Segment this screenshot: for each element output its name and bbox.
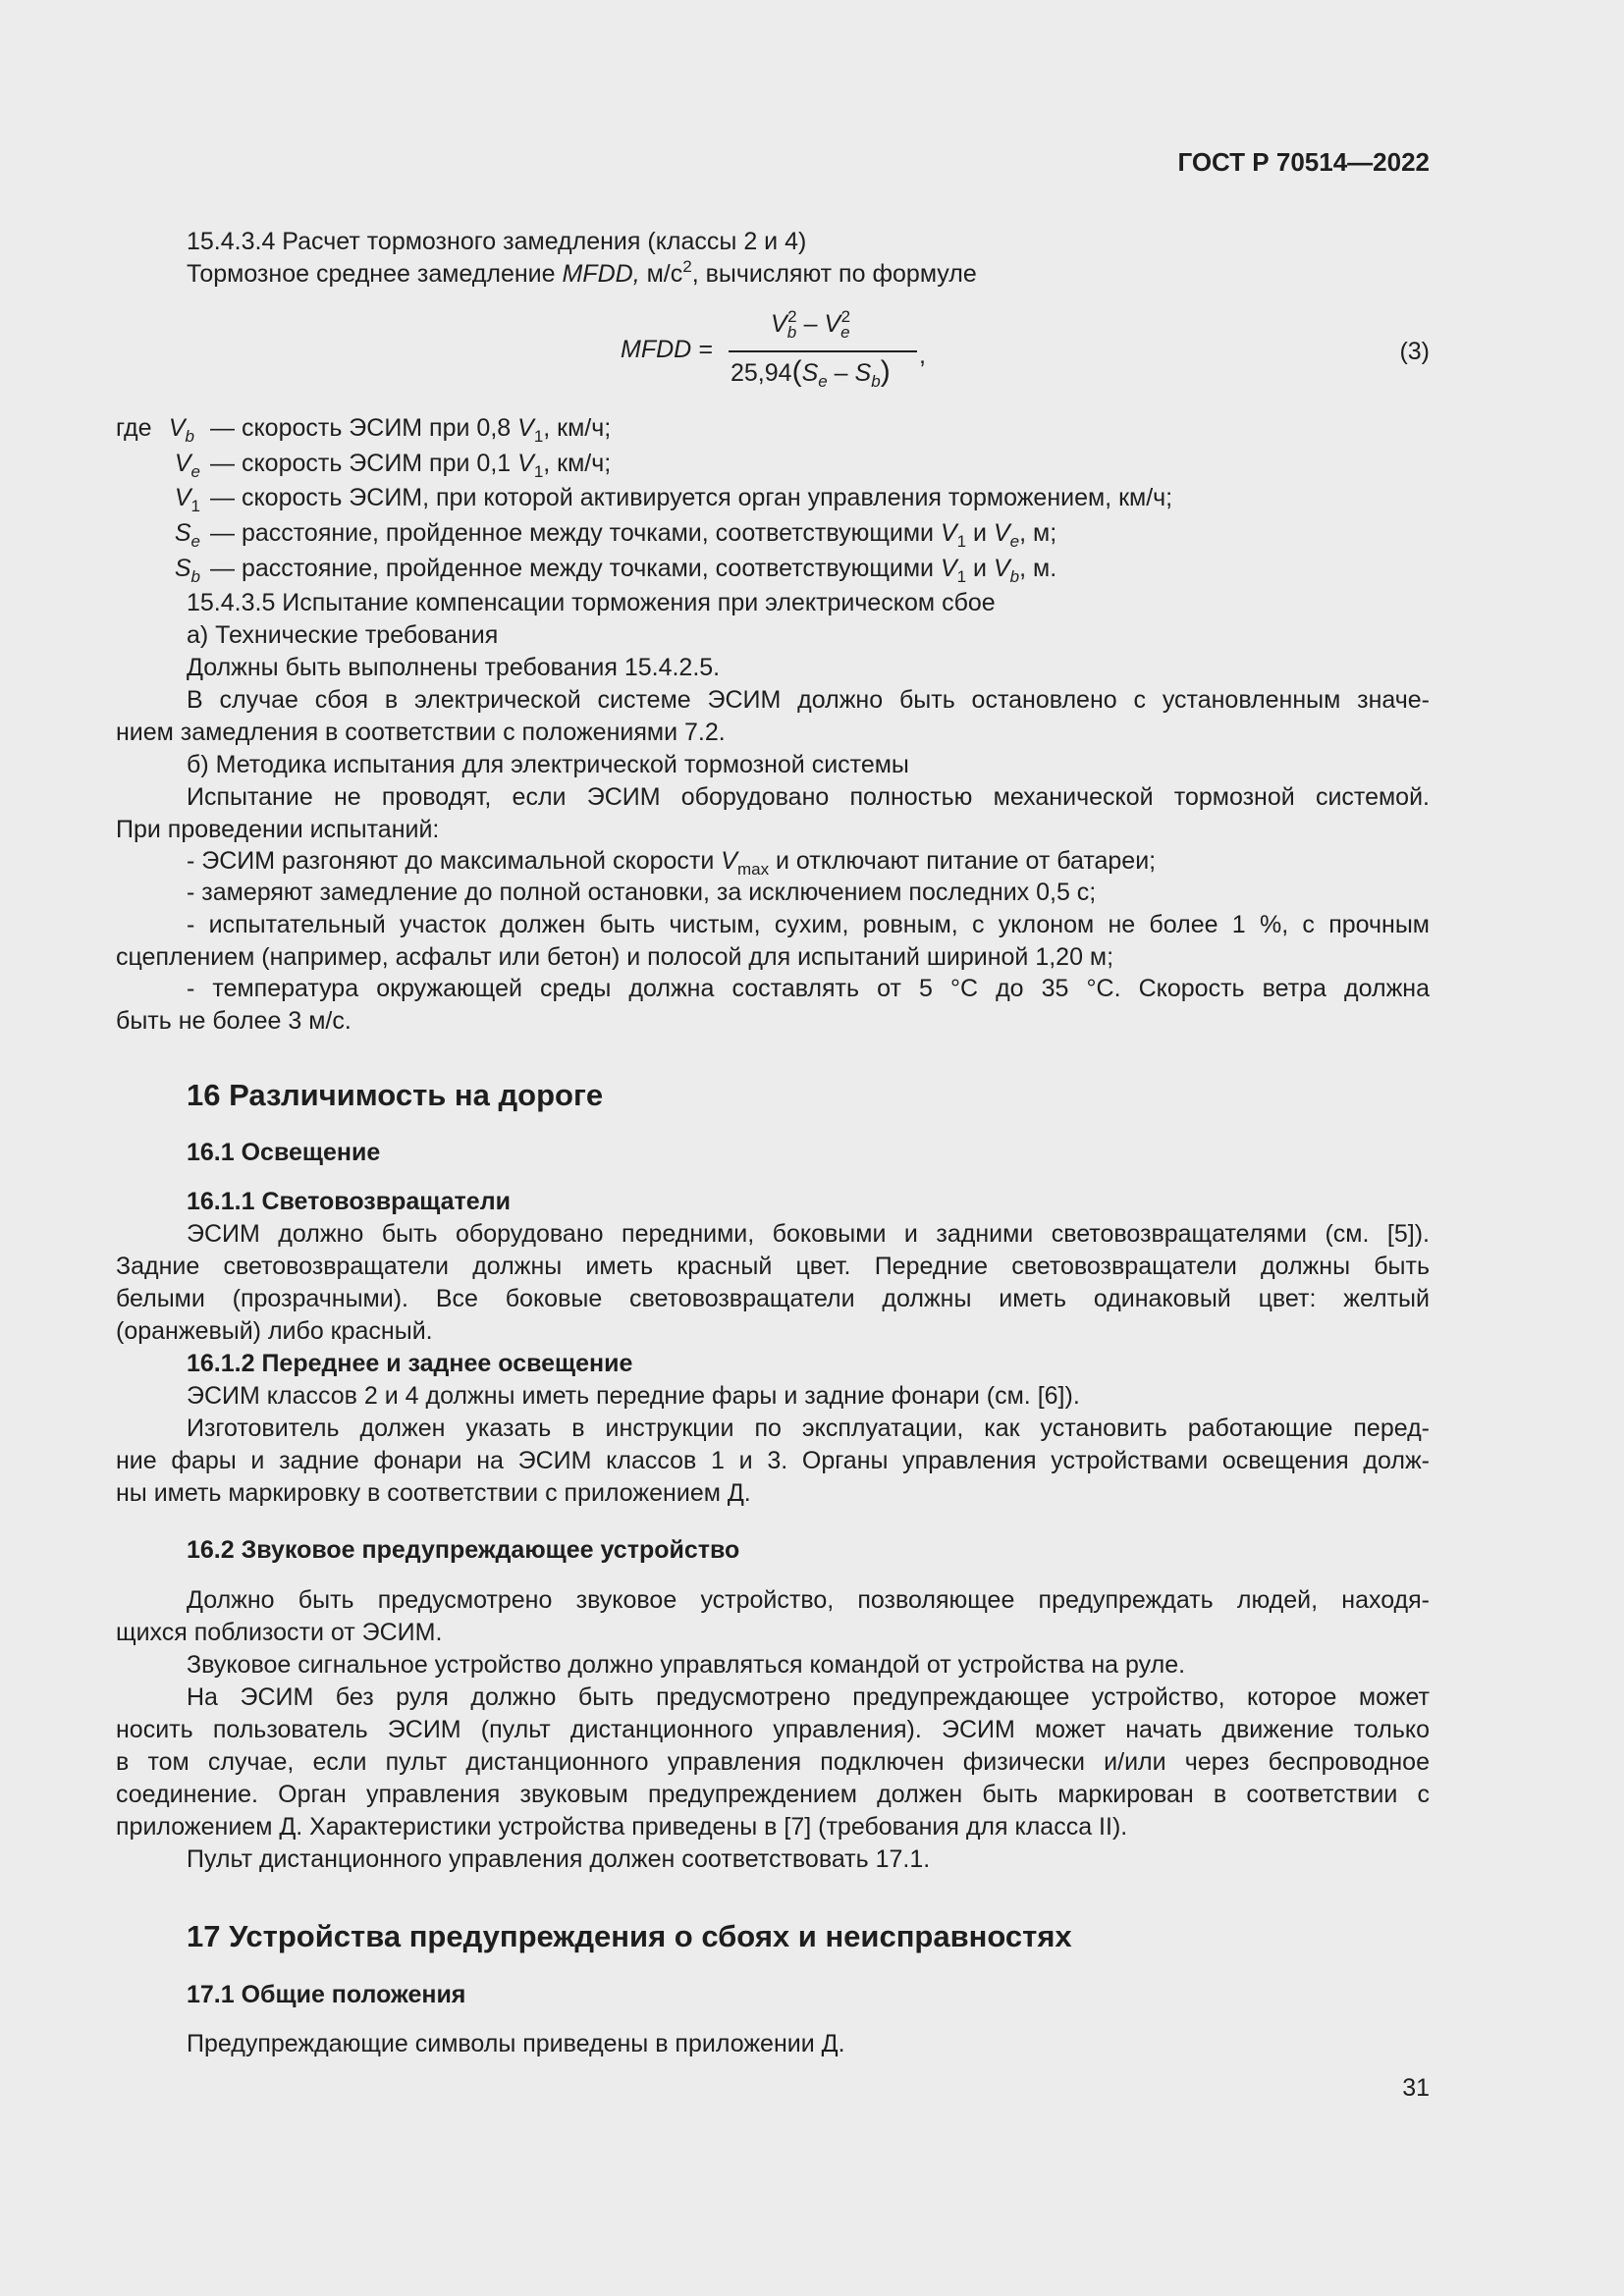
where-definition: — скорость ЭСИМ при 0,1 $V_1$, км/ч; — [210, 450, 612, 481]
page-number: 31 — [1402, 2074, 1430, 2102]
paragraph-line: ЭСИМ должно быть оборудовано передними, боковыми и задними световозвращателями (см. [5]). — [187, 1220, 1430, 1248]
formula-denominator: $25,94(S_e - S_b)$ — [731, 355, 891, 391]
paragraph-line: белыми (прозрачными). Все боковые световозвращатели должны иметь одинаковый цвет: желтый — [116, 1285, 1430, 1312]
where-definition: — расстояние, пройденное между точками, соответствующими $V_1$ и $V_e$, м; — [210, 519, 1057, 551]
formula-numerator: $V_b^2 - V_e^2$ — [771, 307, 851, 342]
subsection-171-heading: 17.1 Общие положения — [187, 1981, 466, 2008]
paragraph-line: Испытание не проводят, если ЭСИМ оборудовано полностью механической тормозной системой. — [187, 783, 1430, 811]
list-item: - температура окружающей среды должна составлять от 5 °С до 35 °С. Скорость ветра должна — [187, 975, 1430, 1002]
list-item-cont: сцеплением (например, асфальт или бетон) и полосой для испытаний шириной 1,20 м; — [116, 943, 1114, 971]
where-symbol: $S_b$ — [174, 555, 200, 586]
subsection-1612-heading: 16.1.2 Переднее и заднее освещение — [187, 1350, 633, 1377]
paragraph-line: В случае сбоя в электрической системе ЭСИМ должно быть остановлено с установленным значе- — [187, 686, 1430, 714]
paragraph-line: Должно быть предусмотрено звуковое устройство, позволяющее предупреждать людей, находя- — [187, 1586, 1430, 1614]
clause-15434-intro: Тормозное среднее замедление MFDD, $м/с^2$, вычисляют по формуле — [187, 257, 977, 288]
paragraph-line: приложением Д. Характеристики устройства приведены в [7] (требования для класса II). — [116, 1813, 1128, 1841]
item-a: а) Технические требования — [187, 621, 499, 649]
document-header: ГОСТ Р 70514—2022 — [1177, 147, 1430, 177]
where-symbol: $V_b$ — [168, 414, 194, 446]
list-item: - замеряют замедление до полной остановки, за исключением последних 0,5 с; — [187, 879, 1097, 906]
where-word: где — [116, 414, 152, 442]
list-item: - ЭСИМ разгоняют до максимальной скорости $V_{max}$ и отключают питание от батареи; — [187, 847, 1157, 879]
paragraph-line: в том случае, если пульт дистанционного управления подключен физически и/или через беспроводное — [116, 1748, 1430, 1776]
paragraph-line: ние фары и задние фонари на ЭСИМ классов 1 и 3. Органы управления устройствами освещения долж- — [116, 1447, 1430, 1474]
paragraph: Звуковое сигнальное устройство должно управляться командой от устройства на руле. — [187, 1651, 1186, 1679]
where-definition: — скорость ЭСИМ при 0,8 $V_1$, км/ч; — [210, 414, 612, 446]
paragraph-line: носить пользователь ЭСИМ (пульт дистанционного управления). ЭСИМ может начать движение только — [116, 1716, 1430, 1743]
section-17-heading: 17 Устройства предупреждения о сбоях и неисправностях — [187, 1919, 1072, 1953]
subsection-162-heading: 16.2 Звуковое предупреждающее устройство — [187, 1536, 740, 1564]
item-b: б) Методика испытания для электрической тормозной системы — [187, 751, 909, 778]
where-definition: — расстояние, пройденное между точками, соответствующими $V_1$ и $V_b$, м. — [210, 555, 1057, 586]
list-item: - испытательный участок должен быть чистым, сухим, ровным, с уклоном не более 1 %, с прочным — [187, 911, 1430, 938]
subsection-161-heading: 16.1 Освещение — [187, 1139, 381, 1166]
where-definition: — скорость ЭСИМ, при которой активируется орган управления торможением, км/ч; — [210, 484, 1173, 511]
paragraph: Должны быть выполнены требования 15.4.2.5. — [187, 654, 721, 681]
clause-15434-title: 15.4.3.4 Расчет тормозного замедления (классы 2 и 4) — [187, 228, 807, 255]
paragraph: Пульт дистанционного управления должен соответствовать 17.1. — [187, 1845, 931, 1873]
where-symbol: $V_1$ — [174, 484, 200, 515]
list-item-cont: быть не более 3 м/с. — [116, 1007, 352, 1035]
paragraph-line: Изготовитель должен указать в инструкции по эксплуатации, как установить работающие перед- — [187, 1415, 1430, 1442]
paragraph-line: соединение. Орган управления звуковым предупреждением должен быть маркирован в соответствии с — [116, 1781, 1430, 1808]
clause-15435-title: 15.4.3.5 Испытание компенсации торможения при электрическом сбое — [187, 589, 996, 616]
paragraph-line: Задние световозвращатели должны иметь красный цвет. Передние световозвращатели должны быть — [116, 1253, 1430, 1280]
formula-number: (3) — [1399, 338, 1430, 365]
paragraph-line: При проведении испытаний: — [116, 816, 440, 843]
where-symbol: $S_e$ — [174, 519, 200, 551]
formula-fraction-bar — [729, 350, 917, 352]
paragraph: Предупреждающие символы приведены в приложении Д. — [187, 2030, 845, 2057]
formula-comma: , — [919, 342, 926, 369]
paragraph-line: (оранжевый) либо красный. — [116, 1317, 433, 1345]
paragraph-line: нием замедления в соответствии с положениями 7.2. — [116, 719, 726, 746]
paragraph-line: щихся поблизости от ЭСИМ. — [116, 1619, 443, 1646]
formula-lhs: MFDD = — [621, 336, 713, 363]
paragraph-line: ны иметь маркировку в соответствии с приложением Д. — [116, 1479, 751, 1507]
paragraph-line: На ЭСИМ без руля должно быть предусмотрено предупреждающее устройство, которое может — [187, 1683, 1430, 1711]
paragraph: ЭСИМ классов 2 и 4 должны иметь передние фары и задние фонари (см. [6]). — [187, 1382, 1080, 1410]
where-symbol: $V_e$ — [174, 450, 200, 481]
section-16-heading: 16 Различимость на дороге — [187, 1078, 604, 1112]
subsection-1611-heading: 16.1.1 Световозвращатели — [187, 1188, 511, 1215]
